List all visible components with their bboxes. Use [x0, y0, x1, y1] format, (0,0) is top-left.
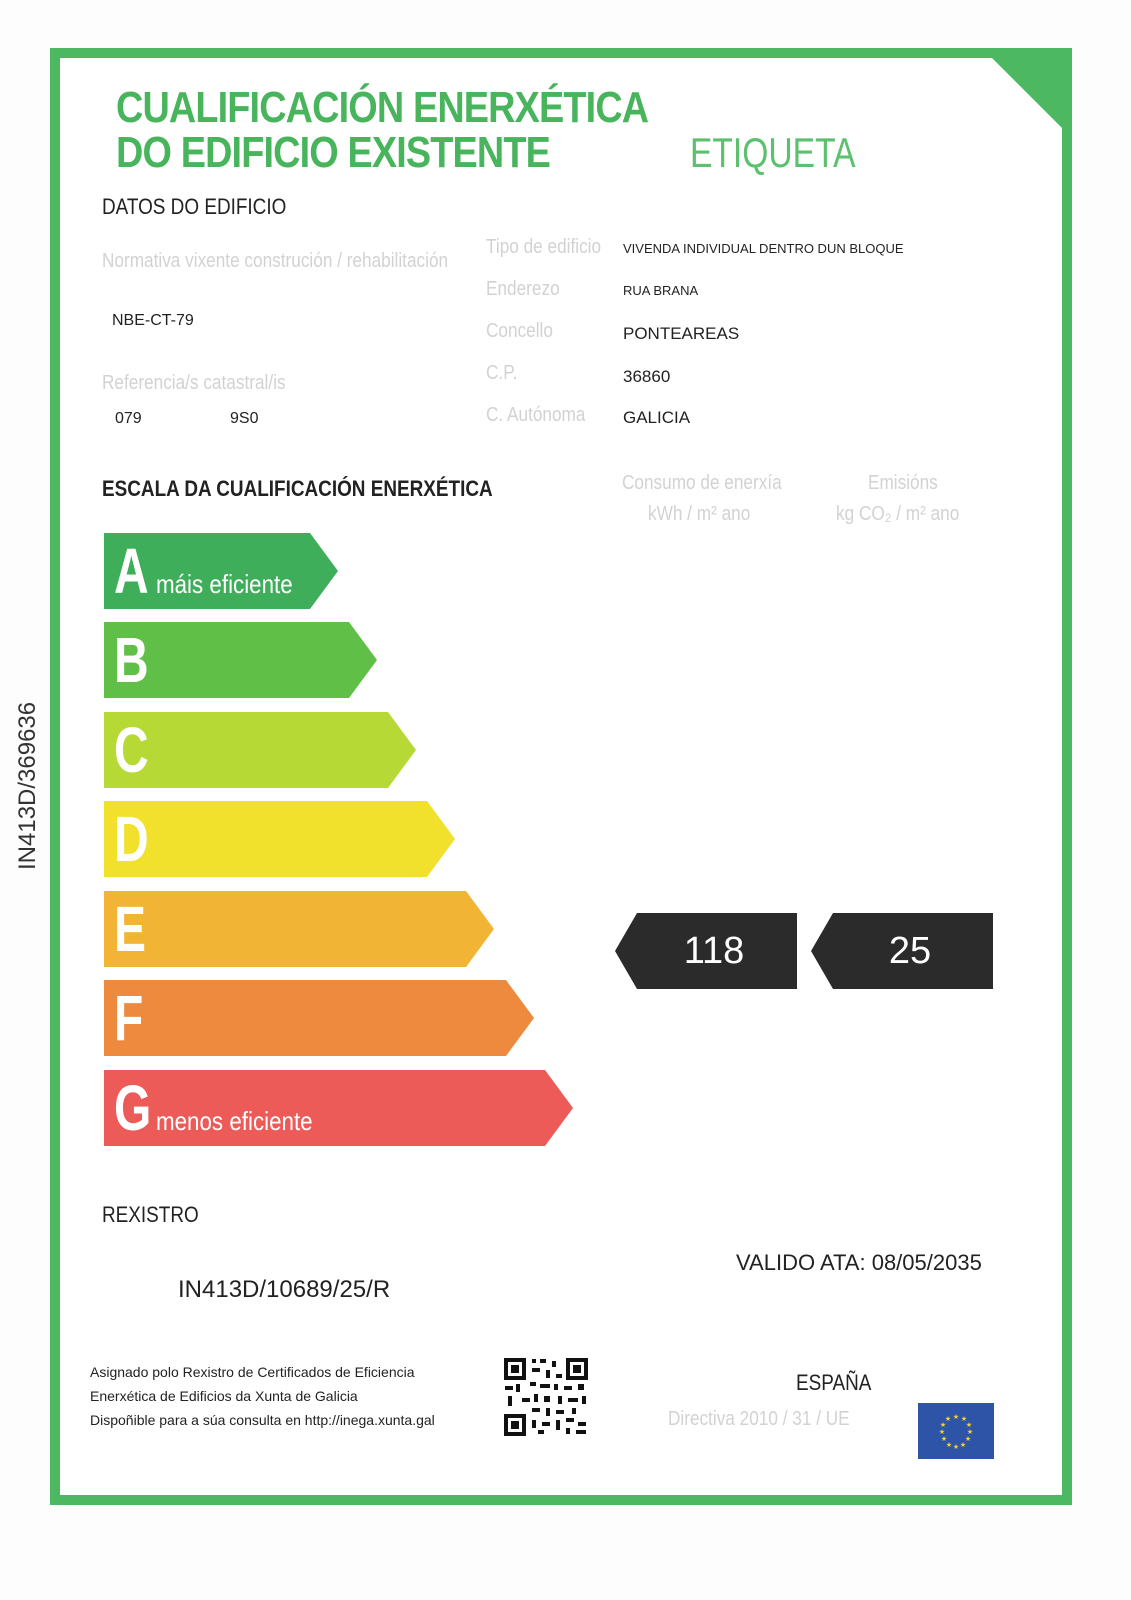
band-a [104, 533, 340, 609]
cadastral-value-a: 079 [115, 410, 142, 427]
svg-text:★: ★ [966, 1428, 974, 1436]
svg-text:★: ★ [945, 1441, 953, 1449]
emissions-value: 25 [888, 930, 932, 972]
footer-line-3: Dispoñible para a súa consulta en http://inega.xunta.gal [90, 1412, 435, 1428]
side-code: IN413D/369636 [14, 701, 41, 870]
type-label: Tipo de edificio [486, 236, 602, 258]
norm-value: NBE-CT-79 [112, 312, 194, 329]
consumption-header-1: Consumo de enerxía [622, 472, 782, 494]
title-line-1: CUALIFICACIÓN ENERXÉTICA [116, 83, 649, 132]
emissions-indicator [811, 913, 993, 989]
council-label: Concello [486, 320, 553, 342]
directive: Directiva 2010 / 31 / UE [668, 1408, 850, 1430]
qr-code [502, 1356, 590, 1438]
postal-label: C.P. [486, 362, 518, 384]
band-e [104, 891, 496, 967]
type-value: VIVENDA INDIVIDUAL DENTRO DUN BLOQUE [623, 241, 904, 256]
svg-text:★: ★ [959, 1441, 967, 1449]
consumption-header-2: kWh / m² ano [648, 503, 751, 525]
corner-triangle [982, 48, 1072, 138]
band-d-letter: D [114, 803, 149, 875]
svg-text:★: ★ [944, 1415, 952, 1423]
band-d-arrow [104, 801, 457, 877]
registry-label: REXISTRO [102, 1202, 199, 1227]
scale-title: ESCALA DA CUALIFICACIÓN ENERXÉTICA [102, 476, 493, 501]
band-e-arrow [104, 891, 496, 967]
cadastral-value-b: 9S0 [230, 410, 259, 427]
band-d [104, 801, 457, 877]
building-data-title: DATOS DO EDIFICIO [102, 194, 287, 219]
band-c-arrow [104, 712, 418, 788]
band-e-letter: E [114, 893, 147, 965]
consumption-value: 118 [683, 930, 745, 972]
address-label: Enderezo [486, 278, 560, 300]
svg-text:★: ★ [952, 1413, 960, 1421]
eu-flag-icon [918, 1403, 994, 1459]
band-b-letter: B [114, 624, 149, 696]
region-label: C. Autónoma [486, 404, 586, 426]
title-line-2: DO EDIFICIO EXISTENTE [116, 128, 550, 177]
footer-line-2: Enerxética de Edificios da Xunta de Galicia [90, 1388, 358, 1404]
svg-text:★: ★ [960, 1415, 968, 1423]
norm-label: Normativa vixente construción / rehabilitación [102, 250, 449, 272]
svg-text:★: ★ [952, 1443, 960, 1451]
band-c [104, 712, 418, 788]
band-g-subtitle: menos eficiente [156, 1106, 313, 1136]
eu-stars-icon [918, 1403, 994, 1459]
address-value: RUA BRANA [623, 283, 699, 298]
country: ESPAÑA [796, 1370, 872, 1395]
label-heading: ETIQUETA [690, 129, 856, 176]
consumption-indicator [615, 913, 797, 989]
svg-text:★: ★ [939, 1421, 947, 1429]
band-a-subtitle: máis eficiente [156, 569, 293, 599]
band-f [104, 980, 536, 1056]
emissions-header-1: Emisións [868, 472, 938, 494]
region-value: GALICIA [623, 408, 691, 427]
svg-text:★: ★ [938, 1428, 946, 1436]
cadastral-label: Referencia/s catastral/is [102, 372, 286, 394]
svg-text:★: ★ [964, 1435, 972, 1443]
postal-value: 36860 [623, 367, 671, 386]
svg-text:★: ★ [965, 1421, 973, 1429]
band-f-arrow [104, 980, 536, 1056]
band-c-letter: C [114, 714, 149, 786]
svg-text:★: ★ [940, 1435, 948, 1443]
registry-number: IN413D/10689/25/R [178, 1276, 391, 1303]
band-a-letter: A [114, 535, 149, 607]
emissions-header-2: kg CO₂ / m² ano [836, 503, 960, 525]
council-value: PONTEAREAS [623, 324, 740, 343]
band-f-letter: F [114, 982, 144, 1054]
band-b [104, 622, 379, 698]
footer-line-1: Asignado polo Rexistro de Certificados de Eficiencia [90, 1364, 415, 1380]
band-g-letter: G [114, 1072, 152, 1144]
valid-until: VALIDO ATA: 08/05/2035 [736, 1250, 982, 1275]
band-g [104, 1070, 575, 1146]
